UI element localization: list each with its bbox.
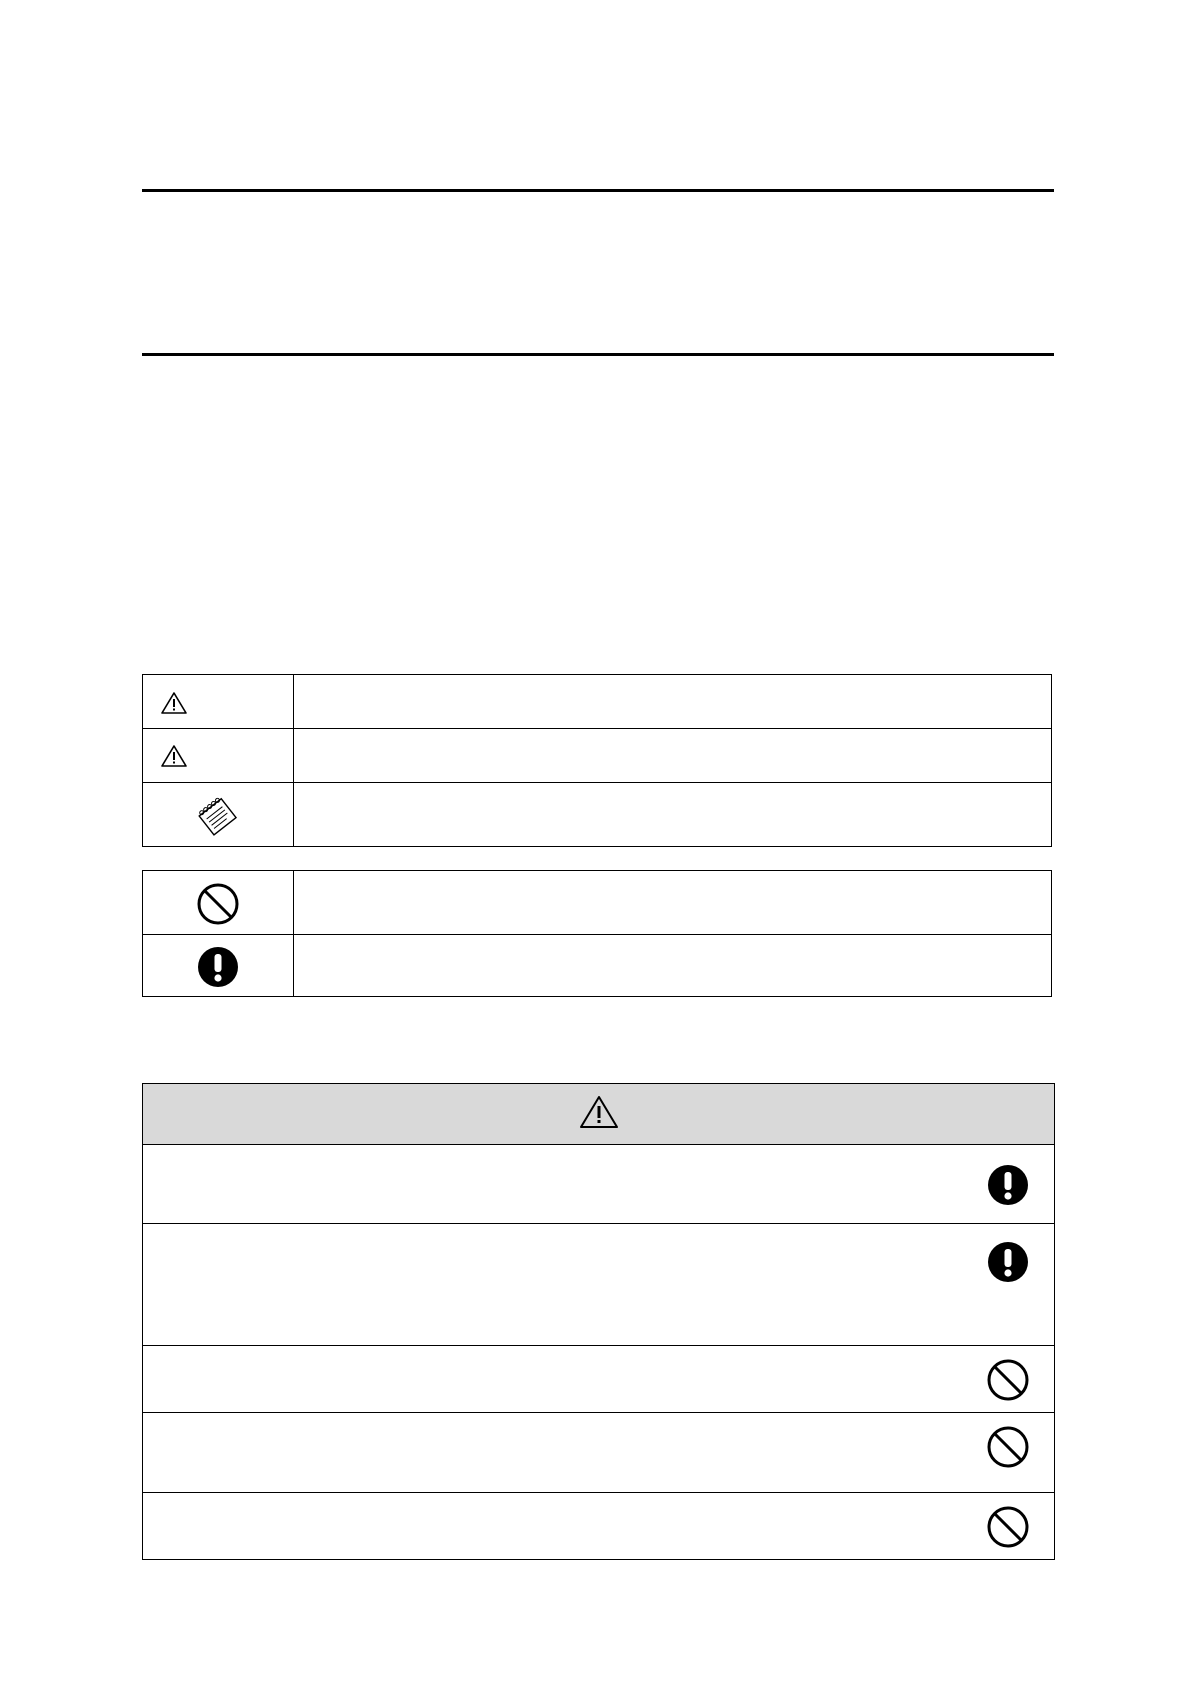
action-legend-table [142, 870, 1052, 997]
legend-row [143, 935, 1052, 997]
warning-text [143, 1346, 1054, 1366]
warning-text [143, 1413, 1054, 1433]
warning-row [143, 1224, 1055, 1346]
warning-row [143, 1493, 1055, 1560]
note-memo-icon [193, 795, 241, 837]
prohibited-icon [196, 882, 240, 926]
warning-row [143, 1346, 1055, 1413]
symbol-legend-table [142, 674, 1052, 847]
legend-row [143, 675, 1052, 729]
warning-text [143, 1493, 1054, 1513]
legend-row [143, 871, 1052, 935]
prohibited-icon [986, 1425, 1030, 1469]
mandatory-action-icon [986, 1163, 1030, 1207]
legend-text [294, 871, 1052, 935]
warning-table [142, 1083, 1055, 1560]
legend-text [294, 729, 1052, 783]
mandatory-action-icon [986, 1240, 1030, 1284]
warning-row [143, 1145, 1055, 1224]
warning-header-row [143, 1084, 1055, 1145]
prohibited-icon [986, 1505, 1030, 1549]
caution-triangle-icon [160, 744, 188, 768]
prohibited-icon [986, 1358, 1030, 1402]
header-top-rule [142, 189, 1054, 192]
legend-row [143, 783, 1052, 847]
legend-text [294, 783, 1052, 847]
warning-text [143, 1224, 1054, 1244]
mandatory-action-icon [196, 945, 240, 989]
legend-text [294, 675, 1052, 729]
legend-text [294, 935, 1052, 997]
warning-row [143, 1413, 1055, 1493]
warning-triangle-icon [160, 691, 188, 715]
legend-row [143, 729, 1052, 783]
warning-text [143, 1145, 1054, 1165]
warning-triangle-icon [579, 1095, 619, 1129]
header-bottom-rule [142, 353, 1054, 356]
